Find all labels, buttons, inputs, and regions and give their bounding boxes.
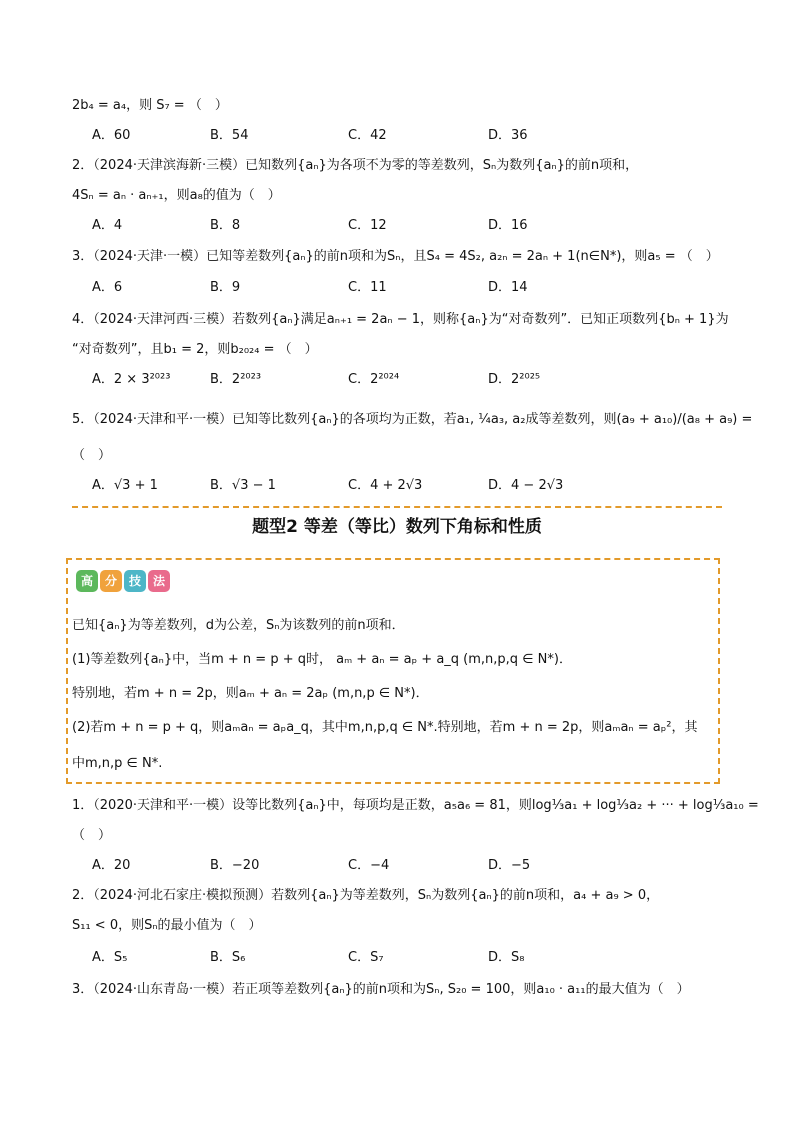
option-b: B．9 — [210, 280, 241, 295]
option-b: B．−20 — [210, 858, 260, 873]
question-2-line2: 4Sₙ = aₙ · aₙ₊₁，则a₈的值为（ ） — [72, 188, 281, 203]
option-d: D．14 — [488, 280, 528, 295]
option-a: A．6 — [92, 280, 123, 295]
option-d: D．−5 — [488, 858, 531, 873]
practice-1-line2: （ ） — [72, 828, 112, 843]
practice-3-line1: 3．（2024·山东青岛·一模）若正项等差数列{aₙ}的前n项和为Sₙ, S₂₀ = 100，则a₁₀ · a₁₁的最大值为（ ） — [72, 982, 690, 997]
question-5-line2: （ ） — [72, 448, 112, 463]
option-d: D．36 — [488, 128, 528, 143]
option-d: D．2²⁰²⁵ — [488, 372, 541, 387]
option-b: B．54 — [210, 128, 249, 143]
option-c: C．11 — [348, 280, 387, 295]
option-b: B．2²⁰²³ — [210, 372, 262, 387]
option-d: D．S₈ — [488, 950, 525, 965]
question-3-line1: 3．（2024·天津·一模）已知等差数列{aₙ}的前n项和为Sₙ，且S₄ = 4S₂, a₂ₙ = 2aₙ + 1(n∈N*)，则a₅ = （ ） — [72, 249, 719, 264]
option-b: B．√3 − 1 — [210, 478, 276, 493]
tip-line: (2)若m + n = p + q，则aₘaₙ = aₚa_q，其中m,n,p,q ∈ N*.特别地，若m + n = 2p，则aₘaₙ = aₚ²，其 — [72, 720, 698, 735]
option-c: C．4 + 2√3 — [348, 478, 423, 493]
option-a: A．60 — [92, 128, 131, 143]
question-2-line1: 2．（2024·天津滨海新·三模）已知数列{aₙ}为各项不为零的等差数列，Sₙ为数列{aₙ}的前n项和， — [72, 158, 639, 173]
tip-badge — [76, 570, 194, 598]
option-c: C．S₇ — [348, 950, 384, 965]
question-4-line1: 4．（2024·天津河西·三模）若数列{aₙ}满足aₙ₊₁ = 2aₙ − 1，则称{aₙ}为“对奇数列”．已知正项数列{bₙ + 1}为 — [72, 312, 729, 327]
section-divider — [72, 506, 722, 508]
option-b: B．S₆ — [210, 950, 246, 965]
badge-char: 技 — [124, 570, 146, 592]
practice-2-line2: S₁₁ < 0，则Sₙ的最小值为（ ） — [72, 918, 262, 933]
option-a: A．20 — [92, 858, 131, 873]
badge-char: 分 — [100, 570, 122, 592]
question-tail-text: 2b₄ = a₄，则 S₇ = （ ） — [72, 98, 228, 113]
option-d: D．16 — [488, 218, 528, 233]
option-b: B．8 — [210, 218, 241, 233]
option-a: A．S₅ — [92, 950, 128, 965]
option-a: A．√3 + 1 — [92, 478, 158, 493]
practice-2-line1: 2．（2024·河北石家庄·模拟预测）若数列{aₙ}为等差数列，Sₙ为数列{aₙ}的前n项和，a₄ + a₉ > 0， — [72, 888, 660, 903]
badge-char: 高 — [76, 570, 98, 592]
option-a: A．4 — [92, 218, 123, 233]
practice-1-line1: 1．（2020·天津和平·一模）设等比数列{aₙ}中，每项均是正数，a₅a₆ = 81，则log⅓a₁ + log⅓a₂ + ··· + log⅓a₁₀ = — [72, 798, 759, 813]
section-title: 题型2 等差（等比）数列下角标和性质 — [252, 517, 542, 537]
tip-line: (1)等差数列{aₙ}中，当m + n = p + q时， aₘ + aₙ = aₚ + a_q (m,n,p,q ∈ N*)． — [72, 652, 572, 667]
option-c: C．42 — [348, 128, 387, 143]
question-4-line2: “对奇数列”，且b₁ = 2，则b₂₀₂₄ = （ ） — [72, 342, 318, 357]
option-c: C．12 — [348, 218, 387, 233]
question-5-line1: 5．（2024·天津和平·一模）已知等比数列{aₙ}的各项均为正数，若a₁, ¼a₃, a₂成等差数列，则(a₉ + a₁₀)/(a₈ + a₉) = — [72, 412, 753, 427]
tip-line: 已知{aₙ}为等差数列，d为公差，Sₙ为该数列的前n项和． — [72, 618, 405, 633]
option-c: C．−4 — [348, 858, 390, 873]
option-c: C．2²⁰²⁴ — [348, 372, 400, 387]
tip-line: 特别地，若m + n = 2p，则aₘ + aₙ = 2aₚ (m,n,p ∈ N*)． — [72, 686, 429, 701]
tip-line: 中m,n,p ∈ N*. — [72, 756, 163, 771]
badge-char: 法 — [148, 570, 170, 592]
option-d: D．4 − 2√3 — [488, 478, 564, 493]
option-a: A．2 × 3²⁰²³ — [92, 372, 171, 387]
